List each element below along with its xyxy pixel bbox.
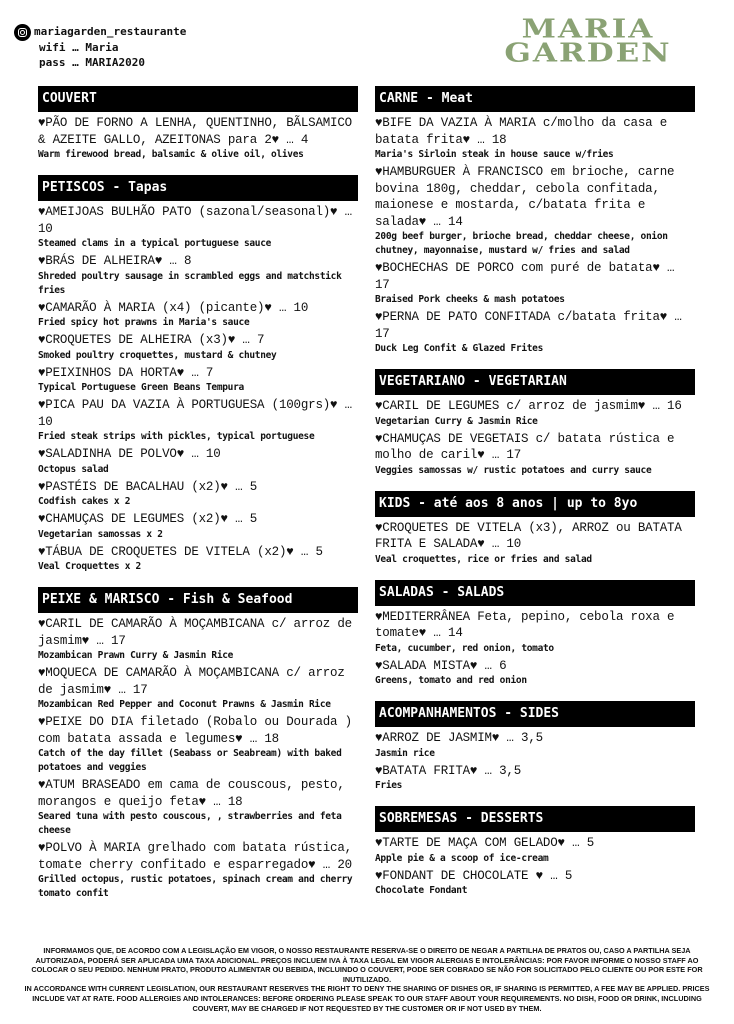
- logo-line-2: GARDEN: [504, 37, 672, 69]
- menu-item-name: ♥CAMARÃO À MARIA (x4) (picante)♥ … 10: [38, 300, 309, 315]
- menu-item-description: Veal croquettes, rice or fries and salad: [375, 553, 592, 565]
- menu-item-name: ♥CHAMUÇAS DE VEGETAIS c/ batata rústica e molho de caril♥ … 17: [375, 431, 675, 462]
- menu-item-description: Octopus salad: [38, 463, 109, 475]
- menu-item-name: ♥CARIL DE CAMARÃO À MOÇAMBICANA c/ arroz de jasmim♥ … 17: [38, 617, 352, 648]
- menu-item-description: Apple pie & a scoop of ice-cream: [375, 852, 549, 864]
- section-header: PEIXE & MARISCO - Fish & Seafood: [38, 587, 358, 613]
- menu-item-description: Codfish cakes x 2: [38, 496, 131, 507]
- legal-notice-pt: INFORMAMOS QUE, DE ACORDO COM A LEGISLAÇÃO EM VIGOR, O NOSSO RESTAURANTE RESERVA-SE O DIREITO DE NEGAR A PARTILHA DE PRATOS OU, CASO A PARTILHA SEJA AUTORIZADA, PODERÁ SER APLICADA UMA TAXA ADICIONAL. PREÇOS INCLUEM IVA À TAXA LEGAL EM VIGOR ALERGIAS E INTOLERÂNCIAS: POR FAVOR INFORME O NOSSO STAFF AO COLOCAR O SEU PEDIDO. NENHUM PRATO, PRODUTO ALIMENTAR OU BEBIDA, INCLUINDO O COUVERT, PODE SER COBRADO SE NÃO FOR SOLICITADO PELO CLIENTE OU POR ESTE FOR INUTILIZADO.: [31, 946, 703, 984]
- wifi-name: wifi … Maria: [39, 41, 119, 54]
- menu-item-name: ♥BOCHECHAS DE PORCO com puré de batata♥ … 17: [375, 261, 675, 292]
- menu-item-name: ♥BRÁS DE ALHEIRA♥ … 8: [38, 254, 192, 268]
- menu-item-description: Mozambican Red Pepper and Coconut Prawns & Jasmin Rice: [38, 699, 331, 710]
- menu-item-name: ♥ATUM BRASEADO em cama de couscous, pesto, morangos e queijo feta♥ … 18: [38, 778, 345, 809]
- section-header: ACOMPANHAMENTOS - SIDES: [375, 701, 695, 727]
- wifi-password: pass … MARIA2020: [39, 55, 145, 69]
- menu-item-description: Chocolate Fondant: [375, 885, 468, 896]
- menu-item-description: Smoked poultry croquettes, mustard & chutney: [38, 349, 277, 361]
- menu-section: [375, 86, 695, 356]
- menu-item-name: ♥SALADA MISTA♥ … 6: [375, 658, 507, 673]
- menu-item-description: Fried spicy hot prawns in Maria's sauce: [38, 317, 250, 328]
- restaurant-logo: [488, 13, 688, 69]
- menu-item-description: Veal Croquettes x 2: [38, 561, 141, 572]
- menu-item-description: Fried steak strips with pickles, typical portuguese: [38, 431, 315, 442]
- menu-item-name: ♥CARIL DE LEGUMES c/ arroz de jasmim♥ … 16: [375, 399, 682, 413]
- section-header: VEGETARIANO - VEGETARIAN: [375, 369, 695, 395]
- menu-item-name: ♥MEDITERRÂNEA Feta, pepino, cebola roxa e tomate♥ … 14: [375, 609, 675, 640]
- menu-section: [38, 175, 358, 574]
- menu-item-description: Typical Portuguese Green Beans Tempura: [38, 382, 244, 393]
- menu-item-name: ♥ARROZ DE JASMIM♥ … 3,5: [375, 731, 543, 745]
- menu-item-description: Vegetarian samossas x 2: [38, 528, 163, 540]
- menu-item-name: ♥BIFE DA VAZIA À MARIA c/molho da casa e batata frita♥ … 18: [375, 116, 668, 147]
- contact-info: [14, 24, 186, 70]
- legal-notice-en: IN ACCORDANCE WITH CURRENT LEGISLATION, OUR RESTAURANT RESERVES THE RIGHT TO DENY THE SHARING OF DISHES OR, IF SHARING IS PERMITTED, A FEE MAY BE APPLIED. PRICES INCLUDE VAT AT RATE. FOOD ALLERGIES AND INTOLERANCES: BEFORE ORDERING PLEASE SPEAK TO OUR STAFF ABOUT YOUR REQUIREMENTS. NO DISH, FOOD OR DRINK, INCLUDING COUVERT, MAY BE CHARGED IF NOT REQUESTED BY THE CUSTOMER OR IF NOT USED BY THEM.: [24, 984, 710, 1013]
- menu-column-right: [375, 86, 695, 911]
- menu-item-name: ♥PEIXINHOS DA HORTA♥ … 7: [38, 365, 214, 380]
- menu-section: [375, 806, 695, 898]
- menu-item-description: Braised Pork cheeks & mash potatoes: [375, 294, 565, 305]
- menu-item-description: Veggies samossas w/ rustic potatoes and curry sauce: [375, 464, 652, 476]
- menu-section: [38, 587, 358, 901]
- menu-item-name: ♥PEIXE DO DIA filetado (Robalo ou Dourada ) com batata assada e legumes♥ … 18: [38, 715, 352, 746]
- menu-item-description: Warm firewood bread, balsamic & olive oil, olives: [38, 149, 304, 160]
- menu-item-description: Fries: [375, 780, 403, 791]
- menu-item-description: Vegetarian Curry & Jasmin Rice: [375, 415, 538, 427]
- menu-section: [38, 86, 358, 162]
- section-header: SALADAS - SALADS: [375, 580, 695, 606]
- menu-item-name: ♥SALADINHA DE POLVO♥ … 10: [38, 447, 221, 461]
- menu-item-name: ♥TARTE DE MAÇA COM GELADO♥ … 5: [375, 836, 595, 850]
- menu-item-description: Seared tuna with pesto couscous, , strawberries and feta cheese: [38, 811, 342, 836]
- section-header: COUVERT: [38, 86, 358, 112]
- menu-item-name: ♥CROQUETES DE VITELA (x3), ARROZ ou BATATA FRITA E SALADA♥ … 10: [375, 520, 682, 551]
- menu-section: [375, 491, 695, 567]
- menu-item-description: Mozambican Prawn Curry & Jasmin Rice: [38, 650, 234, 661]
- menu-item-description: Feta, cucumber, red onion, tomato: [375, 642, 554, 654]
- menu-section: [375, 580, 695, 689]
- menu-item-name: ♥MOQUECA DE CAMARÃO À MOÇAMBICANA c/ arroz de jasmim♥ … 17: [38, 666, 345, 697]
- menu-item-name: ♥POLVO À MARIA grelhado com batata rústica, tomate cherry confitado e esparregado♥ … 20: [38, 841, 352, 872]
- menu-item-description: Catch of the day fillet (Seabass or Seabream) with baked potatoes and veggies: [38, 748, 342, 773]
- menu-item-name: ♥BATATA FRITA♥ … 3,5: [375, 763, 522, 778]
- menu-item-name: ♥AMEIJOAS BULHÃO PATO (sazonal/seasonal)♥ … 10: [38, 205, 352, 236]
- menu-item-description: Greens, tomato and red onion: [375, 675, 527, 686]
- menu-item-description: Grilled octopus, rustic potatoes, spinach cream and cherry tomato confit: [38, 874, 353, 899]
- section-header: PETISCOS - Tapas: [38, 175, 358, 201]
- menu-item-name: ♥CROQUETES DE ALHEIRA (x3)♥ … 7: [38, 333, 265, 347]
- legal-notice: [20, 946, 714, 1013]
- menu-item-name: ♥PASTÉIS DE BACALHAU (x2)♥ … 5: [38, 479, 258, 494]
- menu-section: [375, 369, 695, 478]
- menu-item-description: Jasmin rice: [375, 747, 435, 759]
- menu-column-left: [38, 86, 358, 914]
- section-header: CARNE - Meat: [375, 86, 695, 112]
- menu-item-description: Duck Leg Confit & Glazed Frites: [375, 343, 544, 354]
- menu-item-description: Steamed clams in a typical portuguese sauce: [38, 238, 272, 249]
- menu-item-name: ♥FONDANT DE CHOCOLATE ♥ … 5: [375, 868, 573, 883]
- menu-item-name: ♥PERNA DE PATO CONFITADA c/batata frita♥ … 17: [375, 310, 682, 341]
- logo-line-1: MARIA: [521, 13, 655, 45]
- menu-item-name: ♥PICA PAU DA VAZIA À PORTUGUESA (100grs)♥ … 10: [38, 398, 352, 429]
- menu-item-name: ♥TÁBUA DE CROQUETES DE VITELA (x2)♥ … 5: [38, 544, 323, 559]
- menu-item-name: ♥PÃO DE FORNO A LENHA, QUENTINHO, BÃLSAMICO & AZEITE GALLO, AZEITONAS para 2♥ … 4: [38, 116, 352, 147]
- instagram-icon: [14, 24, 31, 41]
- menu-item-description: Shreded poultry sausage in scrambled eggs and matchstick fries: [38, 270, 342, 296]
- menu-item-description: Maria's Sirloin steak in house sauce w/fries: [375, 149, 614, 160]
- menu-item-name: ♥HAMBURGUER À FRANCISCO em brioche, carne bovina 180g, cheddar, cebola confitada, maionese e mostarda, c/batata frita e salada♥ … 14: [375, 165, 675, 229]
- section-header: KIDS - até aos 8 anos | up to 8yo: [375, 491, 695, 517]
- menu-section: [375, 701, 695, 793]
- menu-item-name: ♥CHAMUÇAS DE LEGUMES (x2)♥ … 5: [38, 512, 258, 526]
- instagram-handle[interactable]: mariagarden_restaurante: [34, 25, 187, 39]
- section-header: SOBREMESAS - DESSERTS: [375, 806, 695, 832]
- menu-item-description: 200g beef burger, brioche bread, cheddar cheese, onion chutney, mayonnaise, mustard w/ fries and salad: [375, 231, 668, 256]
